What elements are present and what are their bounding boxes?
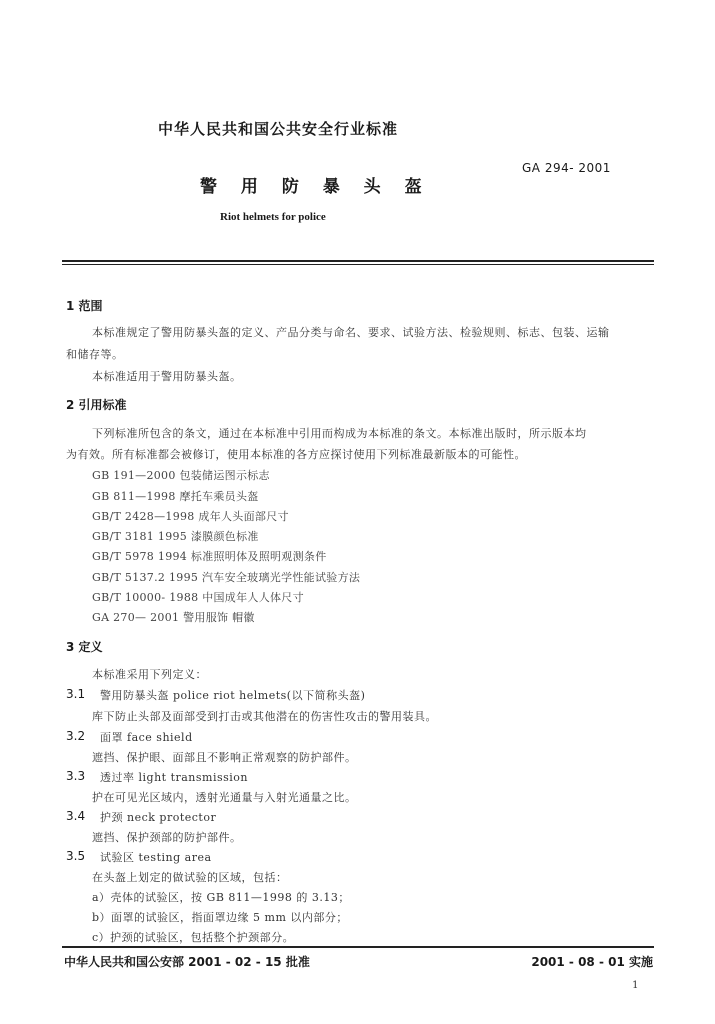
approval-statement: 中华人民共和国公安部 2001 - 02 - 15 批准 <box>64 955 310 969</box>
section-2-para-1: 下列标准所包含的条文，通过在本标准中引用而构成为本标准的条文。本标准出版时，所示版本均 <box>92 427 587 440</box>
definition-number: 3.2 <box>66 729 86 743</box>
definition-term: 试验区 testing area <box>100 851 212 864</box>
definition-number: 3.3 <box>66 769 86 783</box>
ref-item: GB/T 5978 1994 标准照明体及照明观测条件 <box>92 550 327 563</box>
testing-area-item: b）面罩的试验区，指面罩边缘 5 mm 以内部分； <box>92 911 348 924</box>
section-1-para-1: 本标准规定了警用防暴头盔的定义、产品分类与命名、要求、试验方法、检验规则、标志、包装、运输 <box>92 326 610 339</box>
section-2-para-1-cont: 为有效。所有标准都会被修订，使用本标准的各方应探讨使用下列标准最新版本的可能性。 <box>66 448 526 461</box>
definition-text: 库下防止头部及面部受到打击或其他潜在的伤害性攻击的警用装具。 <box>92 710 437 723</box>
definition-text: 遮挡、保护眼、面部且不影响正常观察的防护部件。 <box>92 751 357 764</box>
definition-term: 警用防暴头盔 police riot helmets(以下简称头盔) <box>100 689 366 702</box>
ref-item: GB 811—1998 摩托车乘员头盔 <box>92 490 259 503</box>
standard-org-title: 中华人民共和国公共安全行业标准 <box>158 120 399 138</box>
section-1-para-1-cont: 和储存等。 <box>66 348 124 361</box>
implementation-date: 2001 - 08 - 01 实施 <box>531 955 653 969</box>
ref-item: GB/T 10000- 1988 中国成年人人体尺寸 <box>92 591 304 604</box>
testing-area-item: a）壳体的试验区，按 GB 811—1998 的 3.13； <box>92 891 350 904</box>
footer-rule <box>62 946 654 948</box>
section-3-heading: 3 定义 <box>66 640 103 654</box>
definition-number: 3.4 <box>66 809 86 823</box>
definition-number: 3.5 <box>66 849 86 863</box>
definition-text: 遮挡、保护颈部的防护部件。 <box>92 831 242 844</box>
definition-text: 在头盔上划定的做试验的区域，包括： <box>92 871 288 884</box>
ref-item: GB/T 5137.2 1995 汽车安全玻璃光学性能试验方法 <box>92 571 361 584</box>
definition-text: 护在可见光区域内，透射光通量与入射光通量之比。 <box>92 791 357 804</box>
section-1-para-2: 本标准适用于警用防暴头盔。 <box>92 370 242 383</box>
definition-term: 透过率 light transmission <box>100 771 249 784</box>
header-rule-thick <box>62 260 654 262</box>
ref-item: GB/T 3181 1995 漆膜颜色标准 <box>92 530 259 543</box>
ref-item: GB/T 2428—1998 成年人头面部尺寸 <box>92 510 289 523</box>
document-title: 警 用 防 暴 头 盔 <box>200 177 431 197</box>
testing-area-item: c）护颈的试验区，包括整个护颈部分。 <box>92 931 295 944</box>
header-rule-thin <box>62 264 654 265</box>
ref-item: GB 191—2000 包装储运图示标志 <box>92 469 270 482</box>
definition-term: 面罩 face shield <box>100 731 193 744</box>
document-subtitle: Riot helmets for police <box>220 211 326 223</box>
standard-code: GA 294- 2001 <box>522 161 611 175</box>
section-2-heading: 2 引用标准 <box>66 398 127 412</box>
ref-item: GA 270— 2001 警用服饰 帽徽 <box>92 611 255 624</box>
section-1-heading: 1 范围 <box>66 299 103 313</box>
definition-number: 3.1 <box>66 687 86 701</box>
definition-term: 护颈 neck protector <box>100 811 217 824</box>
section-3-intro: 本标准采用下列定义： <box>92 668 207 681</box>
page-number: 1 <box>632 980 639 991</box>
